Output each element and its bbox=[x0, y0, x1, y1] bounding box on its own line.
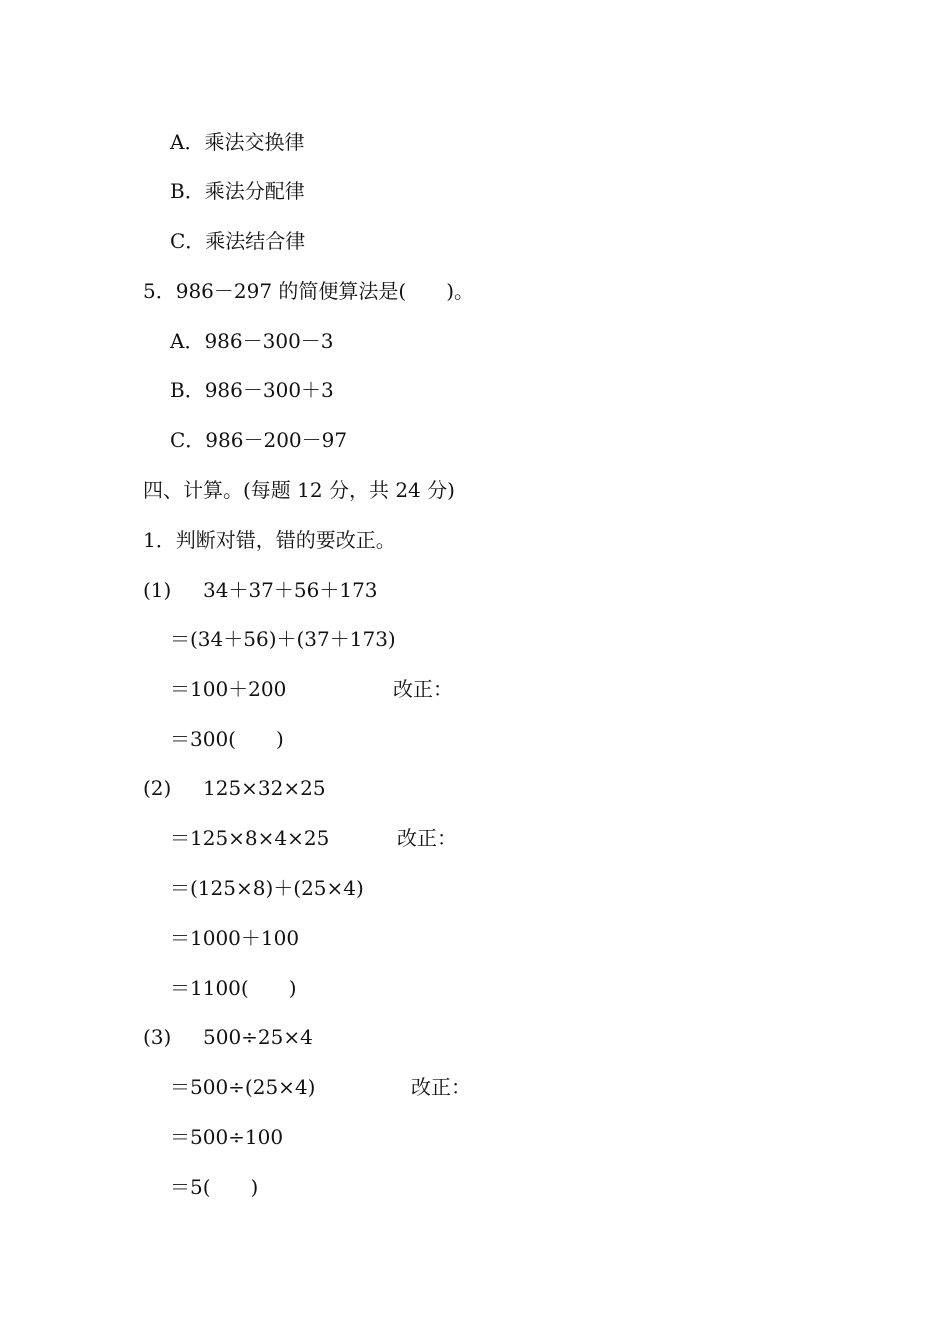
correction-label: 改正： bbox=[411, 1075, 471, 1099]
calculation-step: ＝1000＋100 bbox=[170, 926, 300, 950]
calculation-step: ＝(125×8)＋(25×4) bbox=[170, 876, 364, 900]
calculation-step: ＝125×8×4×25 bbox=[170, 826, 330, 850]
item-label: (3) bbox=[143, 1025, 172, 1049]
item-label: (2) bbox=[143, 776, 172, 800]
calculation-step: ＝1100( ) bbox=[170, 976, 297, 1000]
q5-option-b: B．986－300＋3 bbox=[170, 378, 334, 402]
item-label: (1) bbox=[143, 578, 172, 602]
correction-label: 改正： bbox=[397, 826, 457, 850]
q5-option-a: A．986－300－3 bbox=[170, 329, 334, 353]
calculation-step: ＝300( ) bbox=[170, 727, 284, 751]
q5-stem: 5．986－297 的简便算法是( )。 bbox=[143, 279, 475, 303]
item-expression: 500÷25×4 bbox=[203, 1025, 313, 1049]
question-stem: 1．判断对错，错的要改正。 bbox=[143, 528, 396, 552]
q4-option-a: A．乘法交换律 bbox=[170, 130, 305, 154]
q5-option-c: C．986－200－97 bbox=[170, 428, 348, 452]
calculation-step: ＝5( ) bbox=[170, 1175, 259, 1199]
calculation-step: ＝500÷(25×4) bbox=[170, 1075, 316, 1099]
calculation-step: ＝(34＋56)＋(37＋173) bbox=[170, 627, 396, 651]
q4-option-c: C．乘法结合律 bbox=[170, 229, 306, 253]
item-expression: 34＋37＋56＋173 bbox=[203, 578, 378, 602]
calculation-step: ＝100＋200 bbox=[170, 677, 287, 701]
correction-label: 改正： bbox=[393, 677, 453, 701]
item-expression: 125×32×25 bbox=[203, 776, 326, 800]
calculation-step: ＝500÷100 bbox=[170, 1125, 284, 1149]
section-heading: 四、计算。(每题 12 分，共 24 分) bbox=[143, 478, 455, 502]
q4-option-b: B．乘法分配律 bbox=[170, 179, 305, 203]
